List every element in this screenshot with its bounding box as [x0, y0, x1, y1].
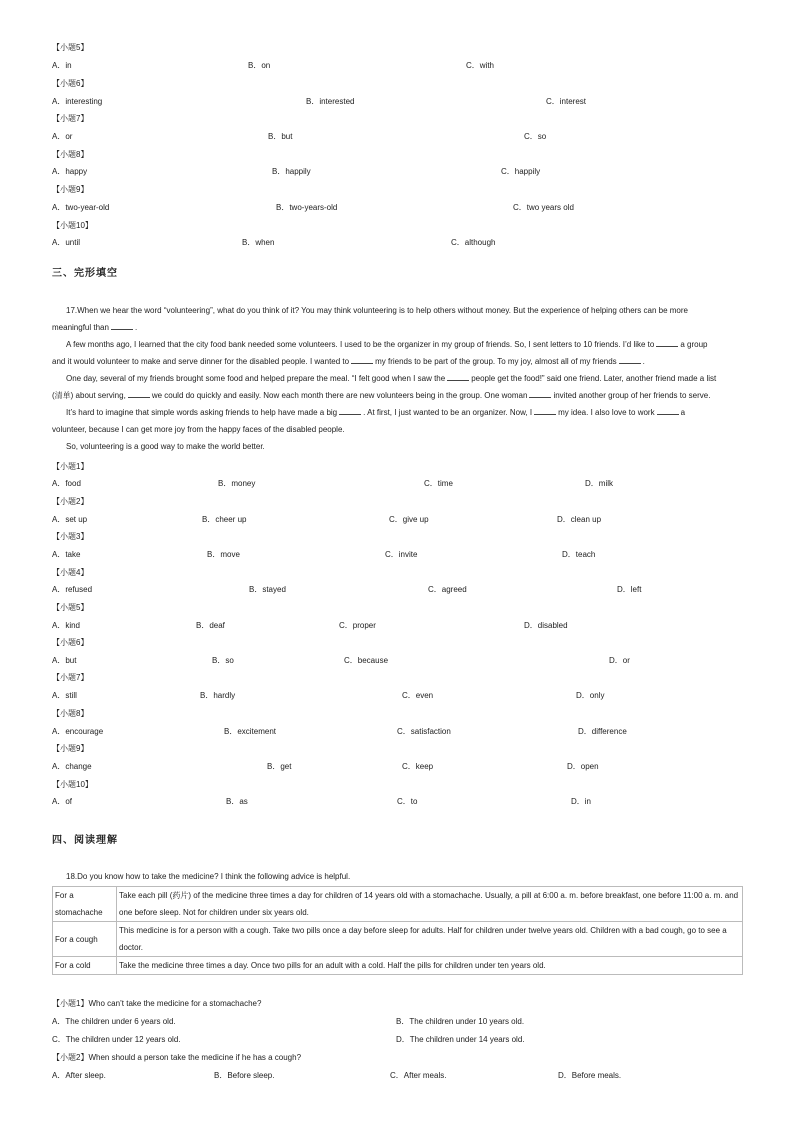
cloze-q2-c: C．give up: [389, 515, 429, 524]
cloze-q10-b: B．as: [226, 797, 248, 806]
p3-text-b: people get the food!” said one friend. Later, another friend made a list: [471, 374, 717, 383]
cloze-q6-d: D．or: [609, 656, 630, 665]
reading-q1-b: B．The children under 10 years old.: [396, 1017, 525, 1026]
cloze-q4-label: 【小题4】: [52, 568, 89, 577]
cloze-q10-c: C．to: [397, 797, 418, 806]
p3-text-c: (清单) about serving,: [52, 391, 126, 400]
p1-text-a: 17.When we hear the word “volunteering”, what do you think of it? You may think volunteering is to help others without money. But the experience of helping others can be more: [66, 306, 688, 315]
cloze-q6-a: A．but: [52, 656, 77, 665]
p4-text-b: . At first, I just wanted to be an organizer. Now, I: [363, 408, 533, 417]
blank-2: [656, 340, 678, 347]
cloze-q4-a: A．refused: [52, 585, 93, 594]
p3-text-d: we could do quickly and easily. Now each month there are new volunteers being in the group. One woman: [151, 391, 528, 400]
q10-option-b: B．when: [242, 238, 275, 247]
q10-label: 【小题10】: [52, 221, 93, 230]
cloze-q1-c: C．time: [424, 479, 453, 488]
blank-5: [447, 374, 469, 381]
cloze-q8-d: D．difference: [578, 727, 627, 736]
q6-option-a: A．interesting: [52, 97, 103, 106]
q5-label: 【小题5】: [52, 43, 89, 52]
cloze-q1-b: B．money: [218, 479, 256, 488]
p5-text: So, volunteering is a good way to make the world better.: [66, 442, 265, 451]
blank-3: [351, 357, 373, 364]
p2-text-b: a group: [680, 340, 708, 349]
reading-q2-label: 【小题2】When should a person take the medicine if he has a cough?: [52, 1053, 302, 1062]
reading-q2-b: B．Before sleep.: [214, 1071, 275, 1080]
q7-option-c: C．so: [524, 132, 547, 141]
cloze-q2-a: A．set up: [52, 515, 88, 524]
cloze-q5-a: A．kind: [52, 621, 81, 630]
q9-label: 【小题9】: [52, 185, 89, 194]
cloze-q1-d: D．milk: [585, 479, 613, 488]
row-header: For a cough: [53, 922, 117, 957]
q9-option-c: C．two years old: [513, 203, 574, 212]
reading-q1-c: C．The children under 12 years old.: [52, 1035, 181, 1044]
p4-text-c: my idea. I also love to work: [558, 408, 655, 417]
cloze-q1-label: 【小题1】: [52, 462, 89, 471]
cloze-q9-label: 【小题9】: [52, 744, 89, 753]
cloze-q4-b: B．stayed: [249, 585, 286, 594]
q6-option-b: B．interested: [306, 97, 355, 106]
p2-text-d: my friends to be part of the group. To my joy, almost all of my friends: [375, 357, 617, 366]
cloze-q7-d: D．only: [576, 691, 605, 700]
cloze-q3-a: A．take: [52, 550, 81, 559]
section4-title: 四、阅读理解: [52, 835, 118, 846]
p2-text-c: and it would volunteer to make and serve dinner for the disabled people. I wanted to: [52, 357, 350, 366]
row-text-line1: This medicine is for a person with a cough. Take two pills once a day before sleep for adults. Half for children under twelve years old. Children with a bad cough, go to see a: [119, 926, 727, 935]
table-row: [53, 887, 743, 922]
q7-option-b: B．but: [268, 132, 293, 141]
row-text-line2: doctor.: [119, 943, 144, 952]
reading-intro: 18.Do you know how to take the medicine? I think the following advice is helpful.: [66, 872, 351, 881]
advice-table: [52, 886, 743, 975]
p2-text-a: A few months ago, I learned that the city food bank needed some volunteers. I used to be the organizer in my group of friends. So, I sent letters to 10 friends. I’d like to: [66, 340, 655, 349]
q8-option-b: B．happily: [272, 167, 311, 176]
reading-q1-d: D．The children under 14 years old.: [396, 1035, 525, 1044]
blank-7: [529, 391, 551, 398]
cloze-q2-d: D．clean up: [557, 515, 602, 524]
q5-option-c: C．with: [466, 61, 495, 70]
q8-label: 【小题8】: [52, 150, 89, 159]
q7-option-a: A．or: [52, 132, 73, 141]
q10-option-a: A．until: [52, 238, 81, 247]
cloze-q3-label: 【小题3】: [52, 532, 89, 541]
row-text-line1: Take each pill (药片) of the medicine three times a day for children of 14 years old with a stomachache. Usually, a pill at 6:00 a. m. before breakfast, one before 11:00 a. m. and: [119, 891, 739, 900]
p2-text-e: .: [642, 357, 645, 366]
cloze-q7-a: A．still: [52, 691, 77, 700]
cloze-q4-d: D．left: [617, 585, 642, 594]
cloze-q5-label: 【小题5】: [52, 603, 89, 612]
row-header-line1: For a: [55, 891, 74, 900]
blank-1: [111, 323, 133, 330]
row-text: Take the medicine three times a day. Once two pills for an adult with a cold. Half the pills for children under ten years old.: [117, 957, 743, 975]
q10-option-c: C．although: [451, 238, 496, 247]
p4-text-d: a: [680, 408, 686, 417]
cloze-q9-d: D．open: [567, 762, 599, 771]
table-row: [53, 957, 743, 975]
q8-option-c: C．happily: [501, 167, 541, 176]
p3-text-e: invited another group of her friends to serve.: [553, 391, 711, 400]
cloze-q2-label: 【小题2】: [52, 497, 89, 506]
cloze-q7-label: 【小题7】: [52, 673, 89, 682]
cloze-q9-a: A．change: [52, 762, 92, 771]
cloze-q5-c: C．proper: [339, 621, 376, 630]
q9-option-b: B．two-years-old: [276, 203, 338, 212]
reading-q2-a: A．After sleep.: [52, 1071, 106, 1080]
cloze-q3-b: B．move: [207, 550, 240, 559]
reading-q2-d: D．Before meals.: [558, 1071, 622, 1080]
reading-q2-c: C．After meals.: [390, 1071, 447, 1080]
cloze-q7-b: B．hardly: [200, 691, 236, 700]
cloze-q8-a: A．encourage: [52, 727, 104, 736]
blank-8: [339, 408, 361, 415]
p3-text-a: One day, several of my friends brought some food and helped prepare the meal. “I felt good when I saw the: [66, 374, 446, 383]
row-header: For a cold: [53, 957, 117, 975]
row-header: [53, 887, 117, 922]
blank-9: [534, 408, 556, 415]
cloze-q10-label: 【小题10】: [52, 780, 93, 789]
cloze-q8-label: 【小题8】: [52, 709, 89, 718]
p1-text-c: .: [134, 323, 138, 332]
cloze-q4-c: C．agreed: [428, 585, 467, 594]
cloze-q10-d: D．in: [571, 797, 592, 806]
reading-q1-label: 【小题1】Who can’t take the medicine for a stomachache?: [52, 999, 262, 1008]
p4-text-a: It’s hard to imagine that simple words asking friends to help have made a big: [66, 408, 338, 417]
cloze-q3-c: C．invite: [385, 550, 418, 559]
cloze-q3-d: D．teach: [562, 550, 596, 559]
q7-label: 【小题7】: [52, 114, 89, 123]
blank-6: [128, 391, 150, 398]
p4-text-e: volunteer, because I can get more joy from the happy faces of the disabled people.: [52, 425, 345, 434]
q9-option-a: A．two-year-old: [52, 203, 110, 212]
cloze-q6-b: B．so: [212, 656, 234, 665]
cloze-q2-b: B．cheer up: [202, 515, 247, 524]
blank-10: [657, 408, 679, 415]
cloze-q8-b: B．excitement: [224, 727, 277, 736]
cloze-q10-a: A．of: [52, 797, 73, 806]
cloze-q6-c: C．because: [344, 656, 389, 665]
reading-q1-a: A．The children under 6 years old.: [52, 1017, 176, 1026]
row-text: [117, 887, 743, 922]
q5-option-a: A．in: [52, 61, 72, 70]
p1-text-b: meaningful than: [52, 323, 109, 332]
cloze-q5-d: D．disabled: [524, 621, 568, 630]
cloze-q9-c: C．keep: [402, 762, 434, 771]
q5-option-b: B．on: [248, 61, 271, 70]
cloze-passage: [52, 302, 742, 455]
cloze-q8-c: C．satisfaction: [397, 727, 451, 736]
cloze-q5-b: B．deaf: [196, 621, 225, 630]
cloze-q7-c: C．even: [402, 691, 434, 700]
q8-option-a: A．happy: [52, 167, 88, 176]
cloze-q1-a: A．food: [52, 479, 81, 488]
table-row: [53, 922, 743, 957]
row-text: [117, 922, 743, 957]
cloze-q6-label: 【小题6】: [52, 638, 89, 647]
section3-title: 三、完形填空: [52, 268, 118, 279]
q6-label: 【小题6】: [52, 79, 89, 88]
row-text-line2: one before sleep. Not for children under six years old.: [119, 908, 309, 917]
cloze-q9-b: B．get: [267, 762, 292, 771]
blank-4: [619, 357, 641, 364]
row-header-line2: stomachache: [55, 908, 103, 917]
q6-option-c: C．interest: [546, 97, 587, 106]
